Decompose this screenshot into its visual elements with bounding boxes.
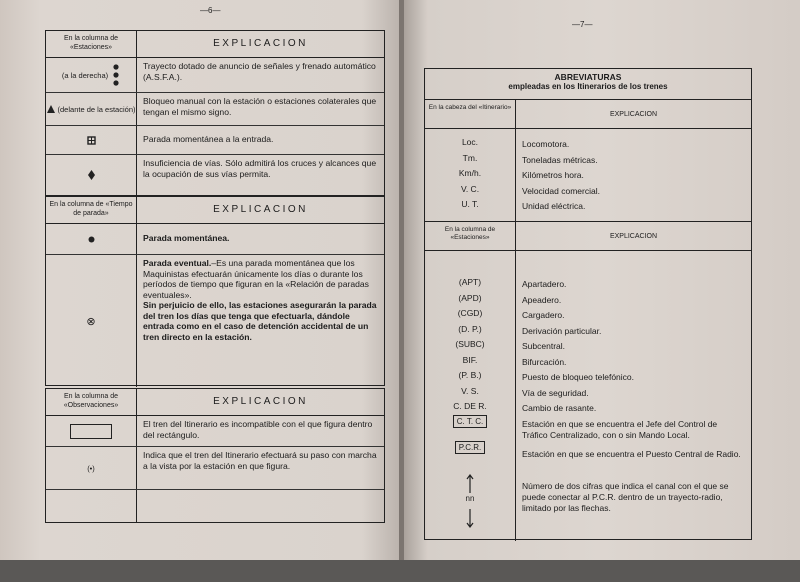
eventual-stop-lead: Parada eventual. [143, 258, 212, 268]
abbrev-item: Loc. [461, 137, 479, 147]
abbrev-item: (APT) [458, 277, 482, 287]
table-row [46, 126, 384, 155]
ctc-label: C. T. C. [453, 415, 488, 428]
table-row [46, 490, 384, 523]
rectangle-icon [70, 424, 112, 439]
row-text: El tren del Itinerario es incompatible con el que figura dentro del rectángulo. [143, 419, 373, 440]
abbrev-item: (CGD) [457, 308, 483, 318]
table-row [46, 447, 384, 490]
meaning-item: Kilómetros hora. [522, 170, 584, 180]
eventual-stop-text: –Es una parada momentánea que los Maquinistas efectuarán únicamente los días o durante los períodos de tiempo que figuran en la «Relación de paradas eventuales». [143, 258, 369, 300]
section2-body [425, 251, 751, 541]
abbrev-item: V. S. [461, 385, 479, 396]
pcr-text: Estación en que se encuentra el Puesto Central de Radio. [522, 448, 741, 459]
table1-col2-header: EXPLICACION [213, 38, 308, 49]
meaning-item: Unidad eléctrica. [522, 201, 586, 211]
abbrev-item: BIF. [462, 354, 478, 365]
meaning-item: Puesto de bloqueo telefónico. [522, 372, 635, 382]
asterisk-square-icon [87, 136, 96, 145]
table3-col2-header: EXPLICACION [213, 396, 308, 407]
stop-time-table [45, 196, 385, 386]
section1-body [425, 129, 751, 222]
abbrev-item: (D. P.) [458, 323, 482, 334]
right-page [404, 0, 800, 582]
row-text: Insuficiencia de vías. Sólo admitirá los cruces y alcances que la ocupación de sus vías permita. [143, 158, 377, 179]
row-label: (delante de la estación) [57, 104, 136, 114]
section1-col1-header: En la cabeza del «Itinerario» [425, 100, 516, 128]
meaning-item: Toneladas métricas. [522, 154, 598, 165]
abbrev-item: (SUBC) [455, 339, 485, 349]
abbrev-item: Km/h. [458, 168, 482, 178]
abbrev-item: (P. B.) [458, 370, 482, 380]
abbrev-item: V. C. [460, 183, 480, 194]
stations-symbols-table [45, 30, 385, 196]
bullet-icon [88, 236, 95, 243]
table2-col1-header: En la columna de «Tiempo de parada» [46, 197, 137, 223]
asfa-dots-icon [112, 64, 120, 86]
section2-col1-header: En la columna de «Estaciones» [425, 222, 516, 250]
abbreviations-table [424, 68, 752, 540]
meaning-item: Subcentral. [522, 341, 565, 351]
row-text: Bloqueo manual con la estación o estaciones colaterales que tengan el mismo signo. [143, 96, 377, 117]
table3-col1-header: En la columna de «Observaciones» [46, 389, 137, 415]
row-text: Parada momentánea. [143, 233, 230, 243]
ctc-text: Estación en que se encuentra el Jefe del Control de Tráfico Centralizado, con o sin Mando Local. [522, 418, 718, 440]
abbrev-item: U. T. [461, 199, 479, 209]
table-row [46, 155, 384, 195]
row-text: Parada momentánea a la entrada. [143, 134, 274, 144]
meaning-item: Cargadero. [522, 310, 565, 320]
table-row [46, 93, 384, 126]
table-row [46, 224, 384, 255]
row-symbol: (•) [46, 447, 137, 489]
triangle-icon [47, 105, 55, 113]
crossed-circle-icon: ⊗ [86, 315, 96, 328]
meaning-item: Derivación particular. [522, 325, 602, 336]
meaning-item: Vía de seguridad. [522, 387, 589, 398]
left-page-number: —6— [200, 6, 221, 15]
meaning-item: Bifurcación. [522, 356, 567, 367]
row-text: Trayecto dotado de anuncio de señales y frenado automático (A.S.F.A.). [143, 61, 376, 82]
abbreviations-subtitle: empleadas en los Itinerarios de los trenes [508, 82, 668, 91]
table2-col2-header: EXPLICACION [213, 204, 308, 215]
pcr-label: P.C.R. [455, 441, 486, 454]
meaning-item: Locomotora. [522, 139, 570, 149]
meaning-item: Apartadero. [522, 279, 567, 289]
abbrev-item: C. DE R. [453, 401, 487, 411]
diamond-icon [88, 170, 95, 180]
row-label: (a la derecha) [61, 70, 109, 80]
abbrev-item: (APD) [458, 292, 482, 303]
nn-label: nn [465, 493, 475, 503]
nn-arrows [425, 473, 515, 529]
section1-col2-header: EXPLICACION [609, 110, 658, 118]
meaning-item: Cambio de rasante. [522, 403, 597, 413]
right-page-number: —7— [572, 20, 593, 29]
abbrev-item: Tm. [462, 152, 478, 163]
meaning-item: Velocidad comercial. [522, 185, 600, 196]
table-row [46, 58, 384, 93]
abbreviations-title: ABREVIATURAS [554, 72, 622, 82]
section2-col2-header: EXPLICACION [609, 232, 658, 240]
observations-table [45, 388, 385, 523]
desk-surface [0, 560, 800, 582]
meaning-item: Apeadero. [522, 294, 562, 305]
table-row [46, 255, 384, 387]
table-row [46, 416, 384, 447]
table1-col1-header: En la columna de «Estaciones» [46, 31, 137, 57]
row-text: Indica que el tren del Itinerario efectuará su paso con marcha a la vista por la estación en que figura. [143, 450, 377, 471]
eventual-stop-bold-text: Sin perjuicio de ello, las estaciones asegurarán la parada del tren los días que tenga que efectuarla, dándole entrada como en el caso de detención accidental de un tren directo en la estación. [143, 300, 377, 342]
nn-text: Número de dos cifras que indica el canal con el que se puede conectar al P.C.R. dentro de un trayecto-radio, limitado por las flechas. [522, 480, 729, 513]
